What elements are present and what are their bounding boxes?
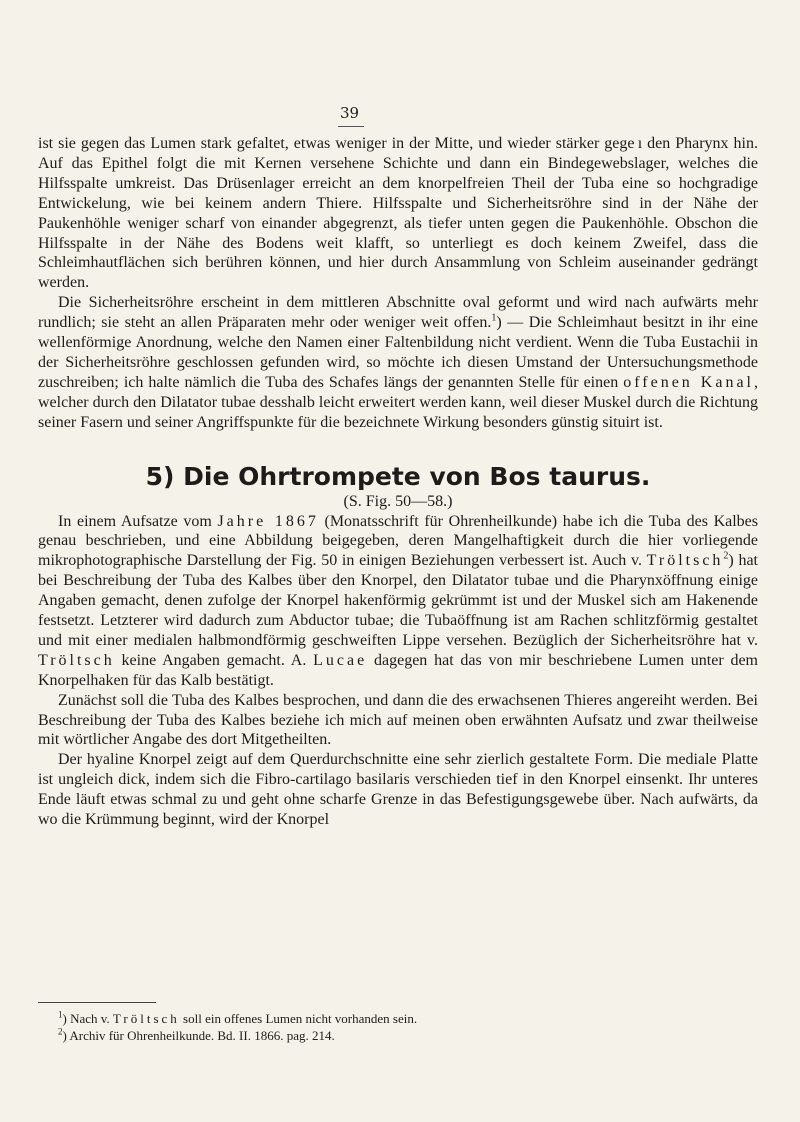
author-name: Tröltsch [646,552,724,570]
paragraph: ist sie gegen das Lumen stark gefaltet, etwas weniger in der Mitte, und wieder stärker gege ı den Pharynx hin. Auf das Epithel folgt die mit Kernen versehene Schichte und dann ein Bindegewebslager, welches die Hilfsspalte umkreist. Das Drüsenlager erreicht an dem knorpelfreien Theil der Tuba eine so hochgradige Entwickelung, wie bei keinem andern Thiere. Hilfsspalte und Sicherheitsröhre sind in der Nähe der Paukenhöhle weniger scharf von einander abgegrenzt, als tiefer unten gegen die Paukenhöhle. Obschon die Hilfsspalte in der Nähe des Bodens weit klafft, so unterliegt es doch keinem Zweifel, dass die Schleimhautflächen sich berühren können, und hier durch Ansammlung von Schleim auseinander gedrängt werden. [38,135,758,292]
page-number: 39 [340,104,360,122]
footnote: $^1$) Nach v. Tröltsch soll ein offenes Lumen nicht vorhanden sein. [58,1009,418,1026]
paragraph: Zunächst soll die Tuba des Kalbes besprochen, und dann die des erwachsenen Thieres angereiht werden. Bei Beschreibung der Tuba des Kalbes beziehe ich mich auf meinen oben erwähnten Aufsatz und zwar theilweise mit wörtlicher Angabe des dort Mitgetheilten. [38,691,758,749]
footnotes [38,1010,758,1044]
paragraph: Der hyaline Knorpel zeigt auf dem Querdurchschnitte eine sehr zierlich gestaltete Form. Die mediale Platte ist ungleich dick, indem sich die Fibro-cartilago basilaris verschieden tief in den Knorpel einsenkt. Ihr unteres Ende läuft etwas schmal zu und geht ohne scharfe Grenze in das Befestigungsgewebe über. Nach aufwärts, da wo die Krümmung beginnt, wird der Knorpel [38,751,758,829]
paragraph: In einem Aufsatze vom Jahre 1867 (Monatsschrift für Ohrenheilkunde) habe ich die Tuba des Kalbes genau beschrieben, und eine Abbildung beigegeben, deren Mangelhaftigkeit durch die hier vorliegende mikrophotographische Darstellung der Fig. 50 in einigen Beziehungen verbessert ist. Auch v. Tröltsch$^2$) hat bei Beschreibung der Tuba des Kalbes über den Knorpel, den Dilatator tubae und die Pharynxöffnung einige Angaben gemacht, denen zufolge der Knorpel hakenförmig gekrümmt ist und der Muskel sich am Hakenende festsetzt. Letzterer wird dadurch zum Abductor tubae; die Tubaöffnung ist am Rachen schlitzförmig gestaltet und mit einer medialen halbmondförmig geschweiften Lippe versehen. Bezüglich der Sicherheitsröhre hat v. Tröltsch keine Angaben gemacht. A. Lucae dagegen hat das von mir beschriebene Lumen unter dem Knorpelhaken für das Kalb bestätigt. [38,512,759,689]
emphasis: Jahre 1867 [217,512,319,530]
paragraph: Die Sicherheitsröhre erscheint in dem mittleren Abschnitte oval geformt und wird nach aufwärts mehr rundlich; sie steht an allen Präparaten mehr oder weniger weit offen.$^1$) — Die Schleimhaut besitzt in ihr eine wellenförmige Anordnung, welche den Namen einer Faltenbildung nicht verdient. Wenn die Tuba Eustachii in der Sicherheitsröhre geschlossen gefunden wird, so möchte ich diesen Umstand der Untersuchungsmethode zuschreiben; ich halte nämlich die Tuba des Schafes längs der genannten Stelle für einen offenen Kanal, welcher durch den Dilatator tubae desshalb leicht erweitert werden kann, weil dieser Muskel durch die Richtung seiner Fasern und seiner Angriffspunkte für die bezeichnete Wirkung besonders günstig situirt ist. [38,294,759,431]
page-number-underline [338,126,364,127]
figure-reference: (S. Fig. 50—58.) [343,492,453,510]
footnote-ref[interactable]: 2 [723,550,729,562]
section-heading: 5) Die Ohrtrompete von Bos taurus. [145,461,651,491]
footnote-divider [38,1002,156,1003]
author-name: Tröltsch [38,651,115,669]
author-name: Tröltsch [112,1011,180,1026]
footnote-ref[interactable]: 1 [491,312,497,324]
author-name: Lucae [313,651,368,669]
emphasis: offenen Kanal [623,373,754,391]
body-text [38,134,758,830]
footnote: $^2$) Archiv für Ohrenheilkunde. Bd. II. 1866. pag. 214. [58,1026,335,1043]
